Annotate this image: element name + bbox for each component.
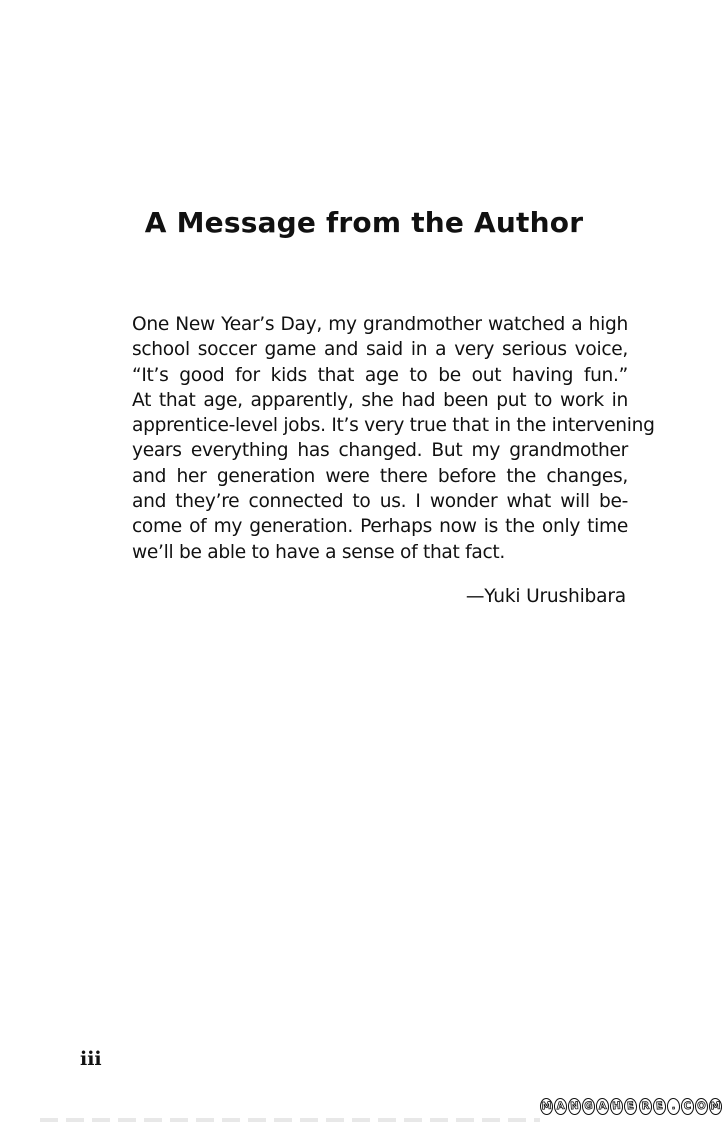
- watermark-letter: N: [568, 1097, 582, 1115]
- message-line: years everything has changed. But my grandmother: [132, 440, 628, 462]
- message-line: and her generation were there before the changes,: [132, 465, 628, 487]
- watermark-letter: E: [624, 1097, 638, 1115]
- watermark-letter: A: [596, 1097, 610, 1115]
- author-message: [132, 312, 655, 565]
- message-line: “It’s good for kids that age to be out having fun.”: [132, 364, 628, 386]
- message-line: we’ll be able to have a sense of that fact.: [132, 541, 505, 563]
- page-number: iii: [80, 1048, 102, 1070]
- message-line: come of my generation. Perhaps now is the only time: [132, 516, 628, 538]
- watermark-letter: G: [582, 1097, 596, 1115]
- site-watermark-logo: [540, 1095, 722, 1117]
- message-line: At that age, apparently, she had been put to work in: [132, 389, 628, 411]
- watermark-letter: A: [554, 1097, 568, 1115]
- message-line: One New Year’s Day, my grandmother watched a high: [132, 314, 628, 335]
- bleed-through-artifact: [40, 1118, 540, 1122]
- watermark-letter: E: [652, 1097, 666, 1115]
- watermark-letter: .: [666, 1097, 680, 1115]
- message-line: school soccer game and said in a very serious voice,: [132, 339, 628, 361]
- watermark-letter: O: [694, 1097, 708, 1115]
- watermark-letter: H: [610, 1097, 624, 1115]
- watermark-letter: M: [708, 1097, 722, 1115]
- message-line: apprentice-level jobs. It’s very true that in the intervening: [132, 415, 655, 437]
- message-line: and they’re connected to us. I wonder what will be-: [132, 491, 628, 513]
- watermark-letter: R: [638, 1097, 652, 1115]
- watermark-letter: C: [680, 1097, 694, 1115]
- author-signature: —Yuki Urushibara: [465, 586, 626, 607]
- page-title: A Message from the Author: [144, 206, 584, 239]
- watermark-letter: M: [539, 1097, 553, 1115]
